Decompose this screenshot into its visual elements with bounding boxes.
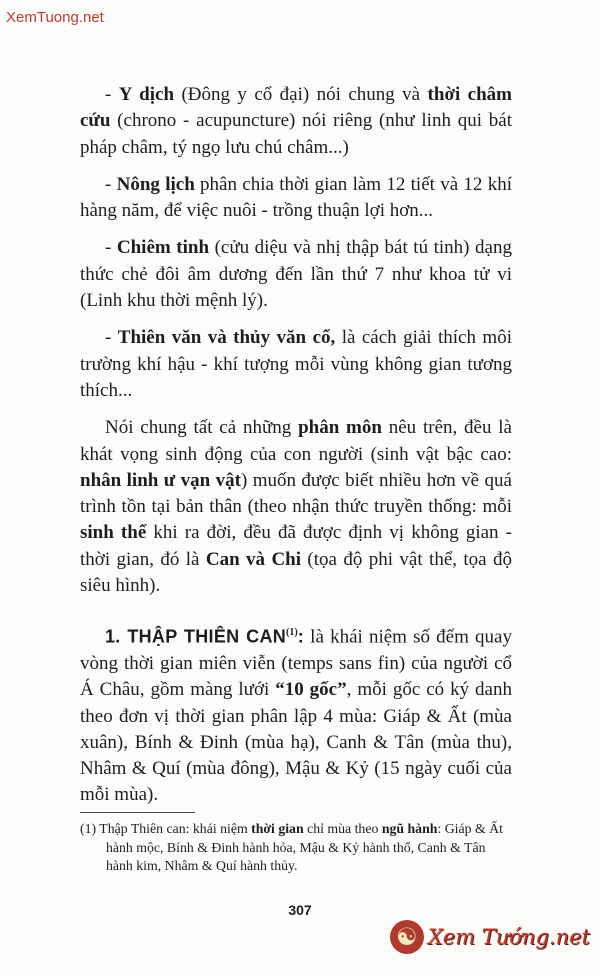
paragraph [80,415,512,599]
text-run: khi ra đời, đều đã được định vị không gian - thời gian, đó là [80,522,512,570]
text-run: ) muốn được biết nhiều hơn về quá trình tồn tại bản thân (theo nhận thức truyền thống: mỗi [80,469,512,518]
bold-text: phân môn [298,417,382,439]
paragraph [80,325,512,404]
yin-yang-icon: ☯ [390,920,424,954]
text-run: - [105,237,117,259]
text-run: (chrono - acupuncture) nói riêng (như linh qui bát pháp châm, tý ngọ lưu chú châm...) [80,110,512,158]
text-run: : Giáp & Ất hành mộc, Bính & Đinh hành hỏa, Mậu & Kỷ hành thổ, Canh & Tân hành kim, Nhâm & Quí hành thủy. [106,821,503,874]
text-run: - [105,173,117,195]
text-run: (tọa độ phi vật thể, tọa độ siêu hình). [80,548,513,597]
text-run: là cách giải thích môi trường khí hậu - khí tượng mỗi vùng không gian tương thích... [80,327,512,401]
text-run: - [105,84,119,105]
text-run: là khái niệm số đếm quay vòng thời gian miên viễn (temps sans fin) của người cổ Á Châu, gồm màng lưới [80,626,512,701]
text-run: phân chia thời gian làm 12 tiết và 12 khí hàng năm, để việc nuôi - trồng thuận lợi hơn... [80,173,512,222]
section-title: 1. THẬP THIÊN CAN [105,626,287,647]
bold-text: Can và Chi [205,548,302,570]
page-body [80,82,512,809]
watermark-bottom [390,920,590,954]
text-run: - [105,327,118,349]
text-run: (1) Thập Thiên can: khái niệm [80,821,252,836]
paragraph [80,172,512,225]
text-run: , mỗi gốc có ký danh theo đơn vị thời gian phân lập 4 mùa: Giáp & Ất (mùa xuân), Bính & Đinh (mùa hạ), Canh & Tân (mùa thu), Nhâm & Quí (mùa đông), Mậu & Kỷ (15 ngày cuối của mỗi mùa). [80,679,512,806]
bold-text: “10 gốc” [275,679,347,701]
section-colon: : [297,626,305,647]
bold-text: thời châm cứu [80,84,512,132]
bold-text: Chiêm tinh [116,237,210,259]
bold-text: Y dịch [118,84,175,105]
text-run: (Đông y cổ đại) nói chung và [174,84,428,105]
bold-text: Thiên văn và thủy văn cổ, [117,327,336,349]
paragraph [80,82,512,161]
paragraph [80,235,512,314]
bold-text: Nông lịch [116,173,195,195]
bold-text: thời gian [251,821,304,836]
text-run: nêu trên, đều là khát vọng sinh động của con người (sinh vật bậc cao: [80,417,512,465]
bold-text: ngũ hành [381,821,438,836]
bold-text: sinh thể [80,522,147,544]
text-run: chỉ mùa theo [303,821,382,836]
footnote-divider [80,812,195,813]
footnote [80,820,512,876]
page-number: 307 [288,902,312,918]
text-run: (cửu diệu và nhị thập bát tú tinh) dạng thức chẻ đôi âm dương đến lần thứ 7 như khoa tử vi (Linh khu thời mệnh lý). [80,237,512,312]
watermark-top: XemTuong.net [6,9,104,26]
section-text [80,627,512,806]
text-run: Nói chung tất cả những [105,417,299,439]
bold-text: nhân linh ư vạn vật [80,469,241,491]
footnote-marker: (1) [286,627,298,639]
watermark-bottom-text: Xem Tướng.net [427,925,590,949]
section-paragraph [80,620,512,808]
